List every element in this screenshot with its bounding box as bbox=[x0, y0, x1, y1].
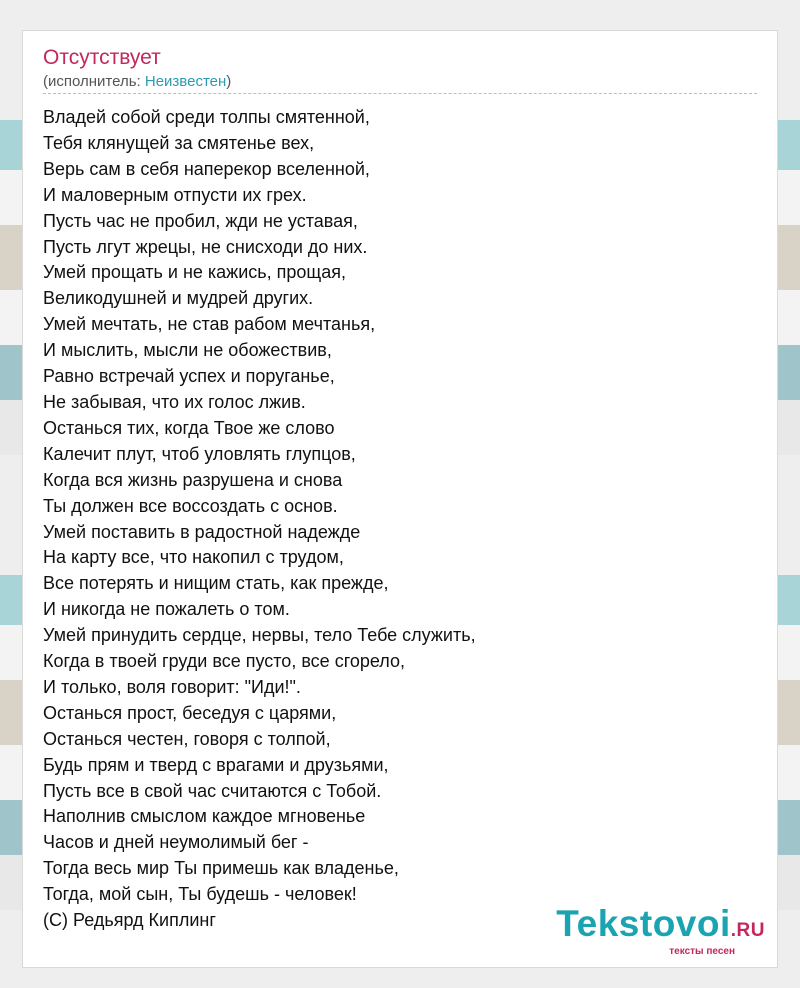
artist-prefix: (исполнитель: bbox=[43, 73, 145, 90]
site-logo[interactable] bbox=[556, 905, 765, 957]
divider bbox=[43, 93, 757, 94]
logo-tagline: тексты песен bbox=[669, 946, 735, 957]
lyric-line: Владей собой среди толпы смятенной, bbox=[43, 107, 370, 127]
lyrics-text bbox=[43, 105, 743, 934]
lyric-line: Часов и дней неумолимый бег - bbox=[43, 832, 309, 853]
lyric-line: Наполнив смыслом каждое мгновенье bbox=[43, 806, 366, 827]
logo-tld: .RU bbox=[730, 920, 765, 941]
lyric-line: Пусть все в свой час считаются с Тобой. bbox=[43, 780, 382, 801]
lyric-line: Тогда, мой сын, Ты будешь - человек! bbox=[43, 884, 357, 905]
logo-brand bbox=[556, 905, 765, 950]
lyric-line: Останься тих, когда Твое же слово bbox=[43, 417, 335, 438]
lyric-line: Умей принудить сердце, нервы, тело Тебе служить, bbox=[43, 625, 476, 646]
lyric-line: Калечит плут, чтоб уловлять глупцов, bbox=[43, 443, 356, 464]
lyric-line: Не забывая, что их голос лжив. bbox=[43, 391, 306, 412]
lyric-line: Верь сам в себя наперекор вселенной, bbox=[43, 158, 370, 179]
lyric-line: Тогда весь мир Ты примешь как владенье, bbox=[43, 858, 399, 879]
lyric-line: Все потерять и нищим стать, как прежде, bbox=[43, 573, 389, 594]
lyric-line: (С) Редьярд Киплинг bbox=[43, 910, 216, 931]
lyric-line: Когда в твоей груди все пусто, все сгорело, bbox=[43, 651, 406, 672]
lyric-line: Будь прям и тверд с врагами и друзьями, bbox=[43, 754, 389, 775]
lyric-line: И маловерным отпусти их грех. bbox=[43, 184, 307, 205]
lyric-line: И никогда не пожалеть о том. bbox=[43, 599, 290, 620]
lyric-line: Равно встречай успех и поруганье, bbox=[43, 366, 335, 387]
artist-suffix: ) bbox=[226, 73, 232, 90]
lyric-line: Останься честен, говоря с толпой, bbox=[43, 728, 331, 749]
artist-link[interactable]: Неизвестен bbox=[144, 73, 227, 90]
lyric-line: На карту все, что накопил с трудом, bbox=[43, 547, 344, 568]
lyric-line: Когда вся жизнь разрушена и снова bbox=[43, 469, 343, 490]
lyric-line: Тебя клянущей за смятенье вех, bbox=[43, 132, 315, 153]
song-title: Отсутствует bbox=[43, 46, 161, 69]
lyric-line: Пусть лгут жрецы, не снисходи до них. bbox=[43, 236, 368, 257]
lyric-line: Умей прощать и не кажись, прощая, bbox=[43, 262, 346, 283]
lyric-line: Умей поставить в радостной надежде bbox=[43, 521, 361, 542]
lyric-line: Великодушней и мудрей других. bbox=[43, 288, 314, 309]
lyric-line: Ты должен все воссоздать с основ. bbox=[43, 495, 338, 516]
lyric-line: Пусть час не пробил, жди не уставая, bbox=[43, 210, 358, 231]
lyric-line: Останься прост, беседуя с царями, bbox=[43, 702, 337, 723]
lyric-line: И только, воля говорит: "Иди!". bbox=[43, 676, 301, 697]
lyric-line: Умей мечтать, не став рабом мечтанья, bbox=[43, 314, 376, 335]
lyric-line: И мыслить, мысли не обожествив, bbox=[43, 340, 332, 361]
logo-brand-name: Tekstovoi bbox=[556, 903, 731, 944]
artist-line bbox=[43, 73, 231, 91]
lyrics-card bbox=[22, 30, 778, 968]
